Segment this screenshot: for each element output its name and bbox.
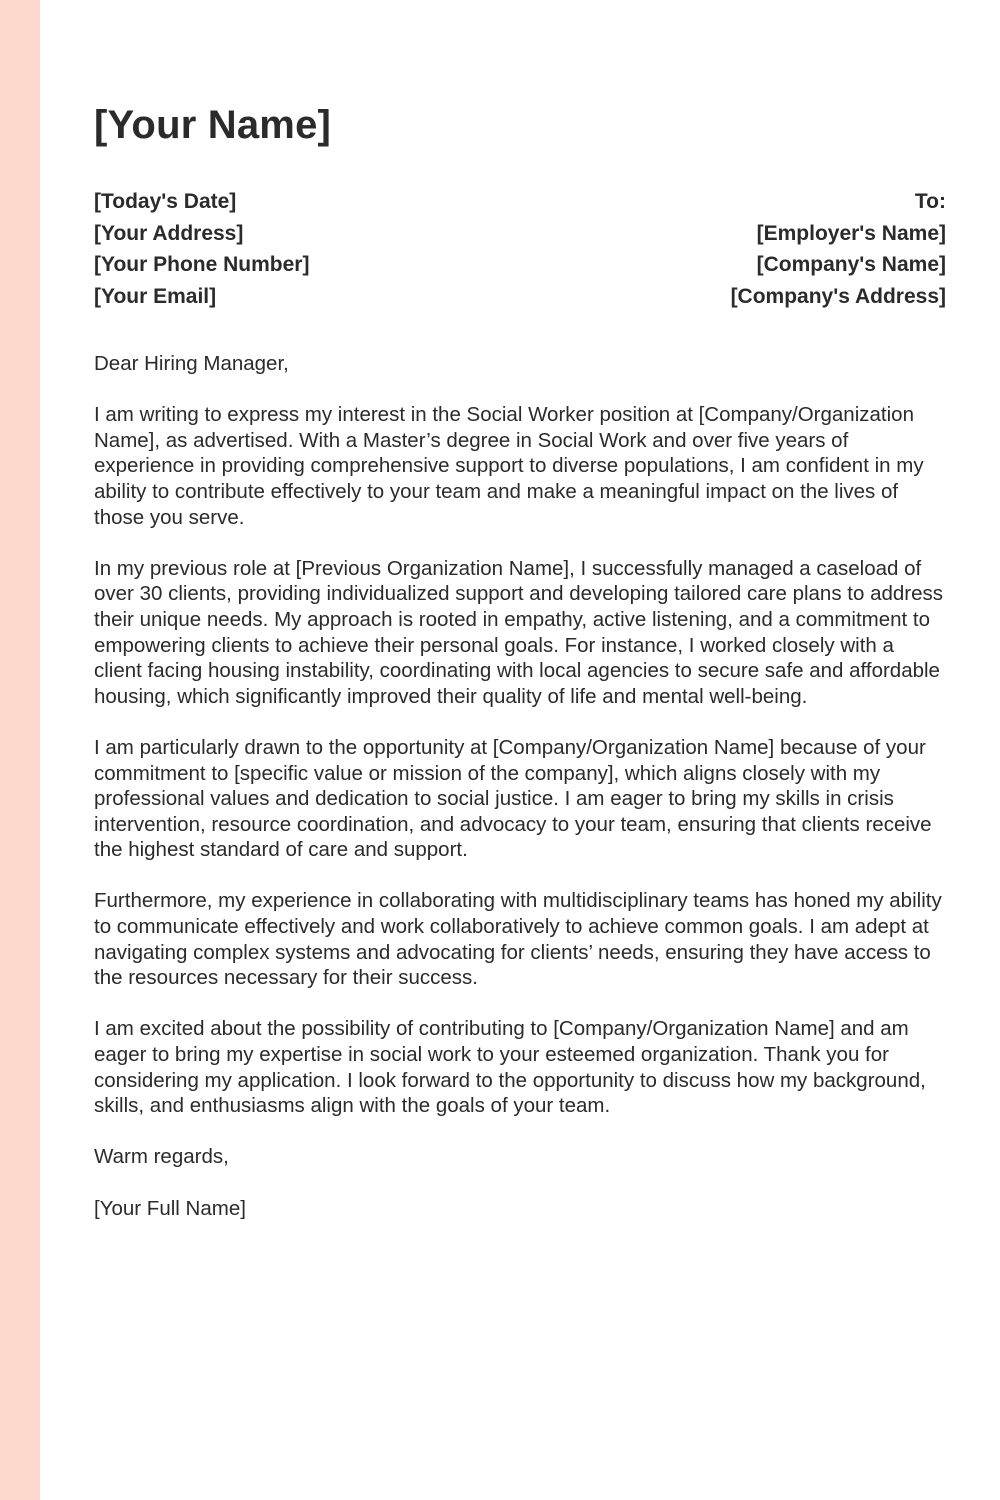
letter-closing: Warm regards, — [94, 1145, 229, 1169]
recipient-company-address: [Company's Address] — [730, 284, 946, 308]
letter-salutation: Dear Hiring Manager, — [94, 352, 289, 375]
letter-signature: [Your Full Name] — [94, 1196, 246, 1220]
letter-paragraph: I am excited about the possibility of contributing to [Company/Organization Name] and am eager to bring my expertise in social work to your esteemed organization. Thank you for considering my application. I look forward to the opportunity to discuss how my background, skills, and enthusiasms align with the goals of your team. — [94, 1017, 926, 1118]
letter-paragraph: I am writing to express my interest in the Social Worker position at [Company/Organization Name], as advertised. With a Master’s degree in Social Work and over five years of experience in providing comprehensive support to diverse populations, I am confident in my ability to contribute effectively to your team and make a meaningful impact on the lives of those you serve. — [94, 403, 924, 529]
letter-paragraph: In my previous role at [Previous Organization Name], I successfully managed a caseload of over 30 clients, providing individualized support and developing tailored care plans to address their unique needs. My approach is rooted in empathy, active listening, and a commitment to empowering clients to achieve their personal goals. For instance, I worked closely with a client facing housing instability, coordinating with local agencies to secure safe and affordable housing, which significantly improved their quality of life and mental well-being. — [94, 556, 943, 708]
sender-phone: [Your Phone Number] — [94, 253, 310, 276]
sender-email: [Your Email] — [94, 284, 217, 308]
sender-date: [Today's Date] — [94, 190, 237, 213]
recipient-to-label: To: — [914, 190, 946, 213]
letter-paragraph: Furthermore, my experience in collaborating with multidisciplinary teams has honed my ability to communicate effectively and work collaboratively to achieve common goals. I am adept at navigating complex systems and advocating for clients’ needs, ensuring they have access to the resources necessary for their success. — [94, 889, 942, 990]
sender-details — [94, 186, 309, 312]
letter-body — [94, 351, 946, 1247]
sender-name-heading: [Your Name] — [94, 103, 332, 147]
letter-paragraph: I am particularly drawn to the opportunity at [Company/Organization Name] because of your commitment to [specific value or mission of the company], which aligns closely with my professional values and dedication to social justice. I am eager to bring my skills in crisis intervention, resource coordination, and advocacy to your team, ensuring that clients receive the highest standard of care and support. — [94, 735, 932, 862]
cover-letter-page — [94, 0, 946, 1500]
contact-block — [94, 186, 946, 312]
recipient-employer-name: [Employer's Name] — [756, 221, 946, 245]
accent-side-bar — [0, 0, 40, 1500]
recipient-details — [731, 186, 946, 312]
sender-address: [Your Address] — [94, 221, 244, 245]
recipient-company-name: [Company's Name] — [756, 253, 946, 276]
